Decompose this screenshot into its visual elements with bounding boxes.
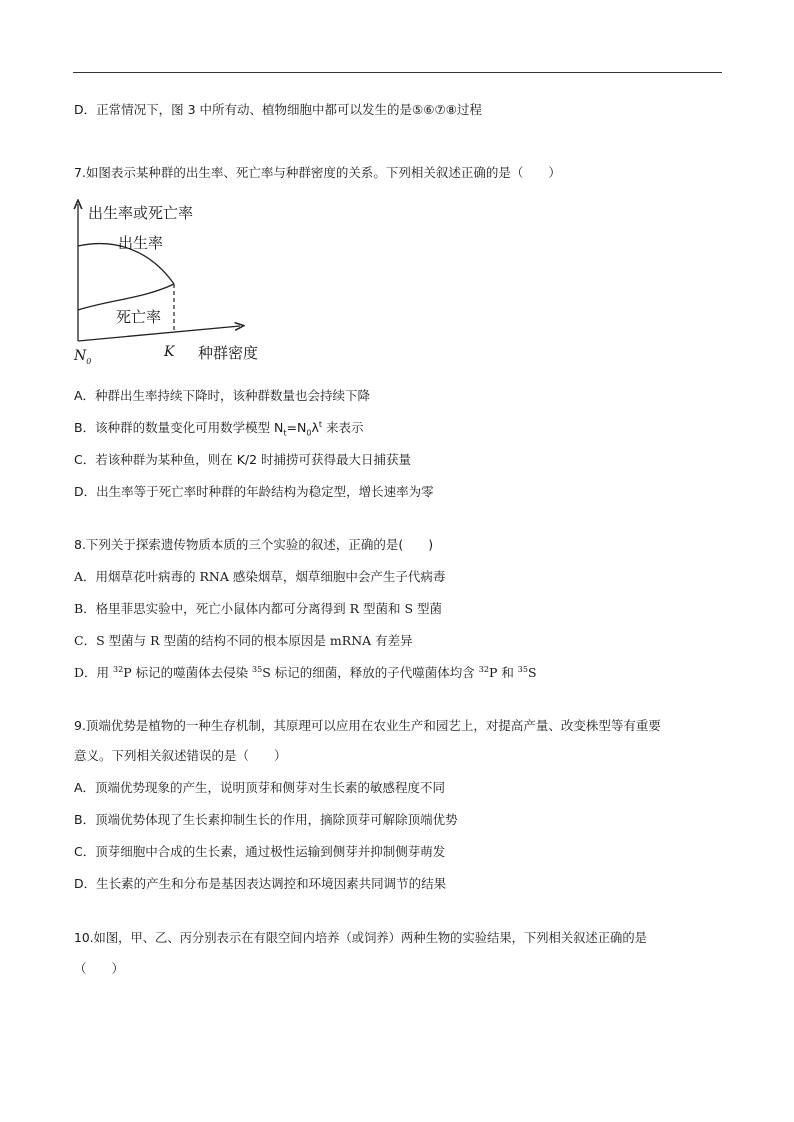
q9-option-c: C．顶芽细胞中合成的生长素，通过极性运输到侧芽并抑制侧芽萌发 bbox=[74, 844, 446, 859]
q7-option-c: C．若该种群为某种鱼，则在 K/2 时捕捞可获得最大日捕获量 bbox=[74, 452, 412, 467]
x-axis-label: 种群密度 bbox=[198, 344, 259, 362]
q7-option-a: A．种群出生率持续下降时，该种群数量也会持续下降 bbox=[74, 388, 371, 403]
k-label: K bbox=[164, 344, 175, 360]
q8-option-c: C．S 型菌与 R 型菌的结构不同的根本原因是 mRNA 有差异 bbox=[74, 633, 413, 648]
q8-stem: 8.下列关于探索遗传物质本质的三个实验的叙述，正确的是( ) bbox=[74, 537, 434, 552]
q9-option-a: A．顶端优势现象的产生，说明顶芽和侧芽对生长素的敏感程度不同 bbox=[74, 780, 446, 795]
q6-option-d: D．正常情况下，图 3 中所有动、植物细胞中都可以发生的是⑤⑥⑦⑧过程 bbox=[74, 102, 482, 117]
death-rate-label: 死亡率 bbox=[116, 308, 162, 326]
x-axis bbox=[78, 326, 240, 341]
q7-graph bbox=[70, 198, 270, 368]
q7-stem: 7.如图表示某种群的出生率、死亡率与种群密度的关系。下列相关叙述正确的是（ ） bbox=[74, 165, 561, 180]
q10-stem-line2: （ ） bbox=[74, 961, 125, 976]
q10-stem-line1: 10.如图，甲、乙、丙分别表示在有限空间内培养（或饲养）两种生物的实验结果，下列相关叙述正确的是 bbox=[74, 931, 647, 945]
q9-stem-line2: 意义。下列相关叙述错误的是（ ） bbox=[74, 748, 287, 763]
q9-stem-line1: 9.顶端优势是植物的一种生存机制，其原理可以应用在农业生产和园艺上，对提高产量、改变株型等有重要 bbox=[74, 718, 661, 733]
q8-option-d: D．用 $^{32}$P 标记的噬菌体去侵染 $^{35}$S 标记的细菌，释放的子代噬菌体均含 $^{32}$P 和 $^{35}$S bbox=[74, 664, 537, 680]
q9-option-b: B．顶端优势体现了生长素抑制生长的作用，摘除顶芽可解除顶端优势 bbox=[74, 812, 458, 827]
birth-rate-label: 出生率 bbox=[118, 234, 164, 252]
q8-option-b: B．格里菲思实验中，死亡小鼠体内都可分离得到 R 型菌和 S 型菌 bbox=[74, 601, 443, 616]
q7-option-d: D．出生率等于死亡率时种群的年龄结构为稳定型，增长速率为零 bbox=[74, 484, 434, 499]
q8-option-a: A．用烟草花叶病毒的 RNA 感染烟草，烟草细胞中会产生子代病毒 bbox=[74, 569, 446, 584]
origin-label: $N_0$ bbox=[74, 348, 92, 366]
q9-option-d: D．生长素的产生和分布是基因表达调控和环境因素共同调节的结果 bbox=[74, 876, 447, 891]
y-axis-label: 出生率或死亡率 bbox=[88, 204, 194, 222]
q7-option-b: B．该种群的数量变化可用数学模型 $N_t=N_0\lambda^t$ 来表示 bbox=[74, 419, 364, 438]
header-rule bbox=[73, 72, 722, 73]
